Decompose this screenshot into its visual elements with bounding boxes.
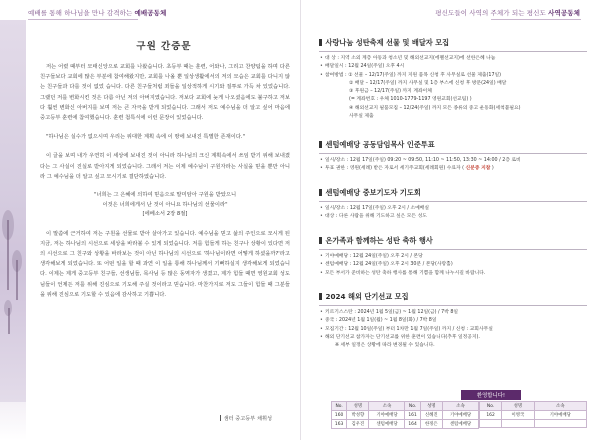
list-item: • 모든 부서가 준비하는 성탄 축하 행사를 통해 기쁨을 함께 나누시길 바랍니다.	[319, 270, 587, 278]
col-header: 소속	[442, 402, 478, 411]
page-header: 평신도들이 사역의 주체가 되는 평신도 사역공동체	[435, 9, 580, 17]
col-header: 소속	[534, 402, 586, 411]
list-item: ④ 해외선교지 필품모집 – 12/24(주일) 까지 모든 종류의 중고 운동화(세척불필요)	[349, 105, 521, 111]
table-row: 162 이병국 기야예배당	[480, 411, 587, 420]
author-signature: 샘터 중고등부 채휘성	[220, 415, 272, 422]
winter-tree-image	[0, 20, 26, 440]
section-christmas-event	[319, 236, 587, 278]
list-item: ※ 세부 일정은 상황에 따라 변경될 수 있습니다.	[335, 343, 435, 349]
paragraph-3: 이 글을 보며 내가 우연히 이 세상에 보내진 것이 아니라 하나님의 크신 계획속에서 쓰임 받기 위해 보내졌다는 그 사실이 진실로 받아지게 되었습니다. 그래서 저는 이제 예수님이 구원자라는 사실을 믿을 뿐만 아니라 그 예수님을 더 알고 싶고 모시기로 결단하였습니다.	[40, 153, 290, 180]
list-item: • 대상 : 다른 사람을 위해 기도하고 싶은 모든 성도	[319, 213, 587, 221]
col-header: No.	[332, 402, 347, 411]
list-item: • 참여방법 : ① 선물 – 12/17(주일) 까지 지원 품목 신청 후 사무실로 선물 제출(17일)	[319, 72, 587, 80]
section-title: 센텀예배당 공동담임목사 인준투표	[319, 140, 587, 154]
table-row: 163 김우진 센텀예배당 164 한정은 센텀예배당	[332, 420, 479, 429]
section-pastor-vote	[319, 140, 587, 174]
welcome-title: 환영합니다!	[461, 390, 521, 400]
article-body	[40, 62, 290, 309]
list-item: • 일시/장소 : 12월 17일(주일) 09:20 ~ 09:50, 11:10 ~ 11:50, 13:30 ~ 14:00 / 2층 로비	[319, 157, 587, 165]
table-row: 160 박성향 기야예배당 161 신혜진 기야예배당	[332, 411, 479, 420]
list-item: • 키르기스스탄 : 2024년 1월 5일(금) ~ 1월 12일(금) / 7박 8일	[319, 309, 587, 317]
section-title: 온가족과 함께하는 성탄 축하 행사	[319, 236, 587, 250]
section-prayer-meeting	[319, 188, 587, 222]
page-header: 예배를 통해 하나님을 만나 감격하는 예배공동체	[28, 9, 167, 17]
list-item: • 센텀예배당 : 12월 24일(주일) 오후 2시 30분 / 본당(사랑홀)	[319, 261, 587, 269]
col-header: 성명	[420, 402, 442, 411]
list-item: • 해외 단기선교 참가자는 단기선교를 위한 훈련이 있습니다(추후 일정공지).	[319, 334, 587, 342]
paragraph-4: 이 말씀에 근거하여 저는 구원을 선물로 받아 살아가고 있습니다. 예수님을 믿고 삶의 주인으로 모시게 된 지금, 저는 하나님의 시선으로 세상을 바라볼 수 있게 되었습니다. 저를 힘들게 하는 친구나 상황이 있다면 저의 시선으로 그 친구와 상황을 바라보는 것이 아닌 하나님의 시선으로 '하나님이라면 어떻게 하셨을까?'라고 생각해보게 되었습니다. 또 어떤 일을 할 때 과연 이 일을 통해 하나님께서 기뻐하실지 생각해보게 되었습니다. 이제는 제게 중고등부 친구들, 선생님들, 목사님 등 많은 동역자가 생겼고, 제가 힘들 때면 영원교회 성도님들이 언제든 저를 위해 진심으로 기도해 주실 것이라고 믿습니다. 마찬가지로 저도 그들이 힘들 때 그분들을 위해 진심으로 기도할 수 있음에 감사하고 기쁩니다.	[40, 230, 290, 298]
welcome-table	[331, 401, 479, 429]
welcome-table-right	[479, 401, 587, 428]
list-item: • 일시/장소 : 12월 17일(주일) 오후 2시 / 소예배실	[319, 205, 587, 213]
quote-reference: [에베소서 2장 8절]	[142, 211, 188, 218]
list-item: ② 배달 – 12/17(주일) 까지 사무실 및 1층 부스에 신청 후 방문(24일) 배달	[349, 80, 507, 86]
table-row	[480, 420, 587, 428]
col-header: No.	[405, 402, 420, 411]
highlight-text: 신분증 지참	[465, 166, 491, 172]
paragraph-1: 저는 어렸 때부터 모태신앙으로 교회를 나왔습니다. 초등부 때는 훈련, 어와나, 그리고 찬양팀을 하며 다른 친구들보다 교회에 많은 부분에 참여해왔지만, 교회를 나올 뿐 일상생활에서의 저의 모습은 교회를 다니지 않는 친구들과 다를 것이 없었 습니다. 다른 친구들처럼 죄들을 일상적하게 시기와 질투로 가득 차 있었습니다. 그랬던 저를 변화시킨 것은 다름 아닌 저의 아버지였습니다. 저보다 교회에 늦게 나오셨음에도 불구하고 저보다 훨씬 변화신 아버지를 보며 저는 큰 자극을 받게 되었습니다. 그래서 저도 예수님을 더 알고 싶어 마음에 중고등부 훈련에 참여했습니다. 훈련 첨특식에 이런 문장이 있었습니다.	[40, 64, 291, 122]
list-item: ③ 후원금 – 12/17(주일) 까지 계좌이체	[349, 89, 432, 95]
paragraph-2: "하나님은 실수가 없으시며 우리는 위대한 계획 속에 이 땅에 보내진 특별한 존재이다."	[46, 134, 246, 141]
col-header: 소속	[369, 402, 405, 411]
list-item: • 대 상 : 지역 소외 계층 아동과 청소년 및 해외선교지(에펠선교지)에 선한은혜 나눔	[319, 55, 587, 63]
list-item: • 투표 권한 : 영원(세례) 받은 자로서 세기주교회(세례회원) 수료자 ( 신분증 지참 )	[319, 165, 587, 173]
right-page	[300, 0, 600, 440]
section-title: 사랑나눔 성탄축제 선물 및 배달자 모집	[319, 38, 587, 52]
article-title: 구원 간증문	[136, 41, 192, 52]
list-item: • 기야예배당 : 12월 24일(주일) 오후 2시 / 본당	[319, 253, 587, 261]
section-title: 2024 해외 단기선교 모집	[319, 292, 587, 306]
list-item: (= 계좌번호 : 우체 1010-1779-1197 영원교회(선교팀) )	[349, 97, 472, 103]
section-title: 센텀예배당 중보기도자 기도회	[319, 188, 587, 202]
bible-quote: "너희는 그 은혜에 의하여 믿음으로 말미암아 구원을 받았으니 이것은 너희에게서 난 것이 아니요 하나님의 선물이라" [에베소서 2장 8절]	[40, 191, 290, 220]
list-item: • 중국 : 2024년 1월 1일(월) ~ 1월 8일(화) / 7박 8일	[319, 317, 587, 325]
section-short-term-mission	[319, 292, 587, 350]
header-divider	[491, 19, 581, 20]
col-header: 성명	[347, 402, 369, 411]
header-divider	[28, 19, 138, 20]
list-item: • 모집기간 : 12월 10일(주일) 부터 1차만 1월 7일(주일) 까지 / 신청 : 교회사무실	[319, 326, 587, 334]
col-header: 성명	[502, 402, 534, 411]
list-item: • 배달일시 : 12월 24일(주일) 오후 4시	[319, 63, 587, 71]
col-header: No.	[480, 402, 502, 411]
section-christmas-gift	[319, 38, 587, 121]
list-item: 사무실 제출	[349, 114, 374, 120]
